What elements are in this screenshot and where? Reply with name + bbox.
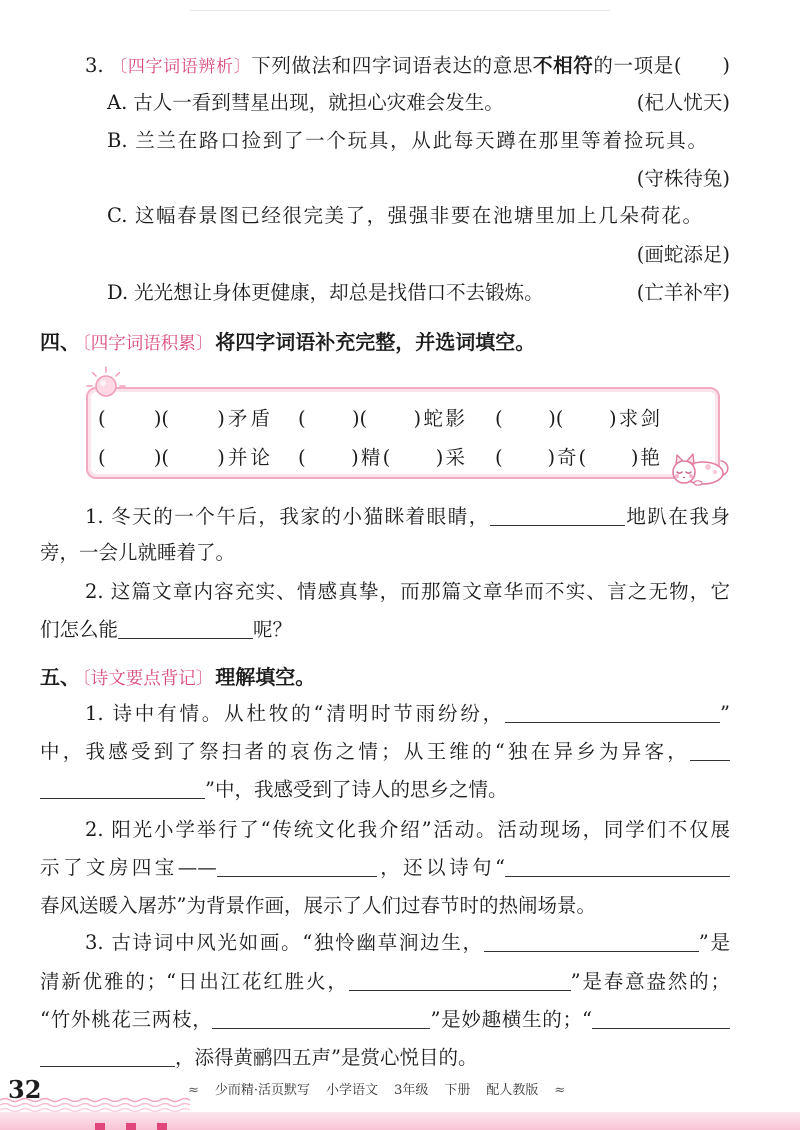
sentence-text: 旁，一会儿就睡着了。 (40, 541, 236, 564)
q5-item-2-line-2 (40, 853, 730, 883)
band-mark (157, 1123, 167, 1130)
section-number: 五、 (40, 665, 80, 689)
sentence-text: ，添得黄鹂四五声”是赏心悦目的。 (175, 1046, 478, 1069)
section-5-heading (40, 662, 315, 692)
q5-item-3-line-1 (85, 928, 730, 958)
answer-blank (40, 797, 205, 799)
q5-item-1-line-2 (40, 737, 730, 767)
sentence-text: ”是 (698, 931, 730, 954)
answer-blank (690, 759, 730, 761)
grade: 3年级 (394, 1083, 429, 1098)
option-idiom: (杞人忧天) (636, 91, 730, 114)
q3-option-b (107, 126, 707, 156)
option-label: D. (107, 281, 129, 304)
edition: 配人教版 (486, 1083, 539, 1098)
section-instruction: 理解填空。 (215, 665, 316, 689)
question-number: 3. (85, 931, 104, 954)
q5-item-1-line-3 (40, 775, 507, 805)
section-4-heading (40, 327, 535, 357)
q4-sentence-1 (85, 502, 730, 532)
q3-stem-tail: 的一项是( ) (593, 54, 730, 77)
option-a-statement (107, 88, 504, 118)
section-category-tag: 〔四字词语积累〕 (82, 334, 214, 354)
q4-sentence-1-cont (40, 538, 235, 568)
sentence-text: 中，我感受到了祭扫者的哀伤之情；从王维的“独在异乡为异客， (40, 740, 690, 763)
sentence-text: 清新优雅的；“日出江花红胜火， (40, 970, 349, 993)
idiom-fill-item: ( )精( )采 (298, 446, 465, 469)
question-number: 1. (85, 702, 104, 725)
band-mark (95, 1123, 105, 1130)
sentence-text: 这篇文章内容充实、情感真挚，而那篇文章华而不实、言之无物，它 (109, 580, 730, 603)
answer-blank (490, 524, 625, 526)
q5-item-3-line-3 (40, 1005, 730, 1035)
footer-wave-icon (0, 1096, 190, 1112)
answer-blank (118, 637, 253, 639)
answer-blank (212, 1027, 430, 1029)
sentence-text: ”是妙趣横生的；“ (430, 1008, 592, 1031)
option-idiom: (画蛇添足) (636, 243, 730, 266)
option-label: C. (107, 204, 128, 227)
wave-mark-icon: ≈ (188, 1083, 199, 1098)
answer-blank (484, 950, 699, 952)
section-category-tag: 〔诗文要点背记〕 (82, 669, 214, 689)
q3-number: 3. (85, 54, 104, 77)
option-d-statement (107, 278, 544, 308)
q5-item-3-line-4 (40, 1043, 477, 1073)
answer-blank (592, 1027, 730, 1029)
question-number: 2. (85, 818, 104, 841)
section-instruction: 将四字词语补充完整，并选词填空。 (215, 330, 536, 354)
sentence-text: 冬天的一个午后，我家的小猫眯着眼睛， (109, 505, 490, 528)
option-text: 古人一看到彗星出现，就担心灾难会发生。 (133, 91, 504, 114)
question-number: 1. (85, 505, 104, 528)
wave-mark-icon: ≈ (554, 1083, 566, 1098)
option-text: 光光想让身体更健康，却总是找借口不去锻炼。 (134, 281, 544, 304)
footer-book-info (188, 1082, 565, 1100)
q3-option-c (107, 201, 702, 231)
answer-blank (217, 875, 377, 877)
sentence-text: “竹外桃花三两枝， (40, 1008, 213, 1031)
sentence-text: 示了文房四宝—— (40, 856, 217, 879)
q4-sentence-2 (85, 577, 730, 607)
question-number: 2. (85, 580, 104, 603)
q3-option-a (107, 88, 730, 118)
option-label: A. (107, 91, 128, 114)
answer-blank (505, 721, 720, 723)
idiom-fill-item: ( )( )求剑 (495, 407, 660, 430)
q3-stem-emphasis: 不相符 (533, 54, 594, 77)
sentence-text: 地趴在我身 (624, 505, 730, 528)
sentence-text: ”是春意盎然的； (570, 970, 730, 993)
idiom-fill-item: ( )( )蛇影 (298, 407, 465, 430)
answer-blank (349, 989, 571, 991)
idiom-fill-item: ( )奇( )艳 (495, 446, 660, 469)
idiom-fill-item: ( )( )矛盾 (98, 407, 270, 430)
band-mark (126, 1123, 136, 1130)
sentence-text: 诗中有情。从杜牧的“清明时节雨纷纷， (109, 702, 506, 725)
q3-stem (85, 51, 730, 81)
page-number: 32 (8, 1075, 42, 1104)
option-idiom: (守株待兔) (636, 167, 730, 190)
q3-stem-text: 下列做法和四字词语表达的意思 (251, 54, 534, 77)
sun-icon (84, 364, 128, 400)
option-text: 兰兰在路口捡到了一个玩具，从此每天蹲在那里等着捡玩具。 (133, 129, 707, 152)
sleeping-cat-icon (668, 445, 732, 487)
sentence-text: 阳光小学举行了“传统文化我介绍”活动。活动现场，同学们不仅展 (109, 818, 730, 841)
sentence-text: 们怎么能 (40, 618, 119, 641)
sentence-text: ” (720, 702, 730, 725)
volume: 下册 (444, 1083, 471, 1098)
idiom-word-box (86, 387, 720, 479)
q5-item-2-line-1 (85, 815, 730, 845)
q5-item-3-line-2 (40, 967, 730, 997)
option-text: 这幅春景图已经很完美了，强强非要在池塘里加上几朵荷花。 (133, 204, 702, 227)
q3-option-d (107, 278, 730, 308)
answer-blank (505, 875, 730, 877)
sentence-text: ，还以诗句“ (376, 856, 505, 879)
idiom-fill-item: ( )( )并论 (98, 446, 270, 469)
q3-category-tag: 〔四字词语辨析〕 (109, 57, 252, 77)
q4-sentence-2-cont (40, 615, 292, 645)
option-label: B. (107, 129, 128, 152)
section-number: 四、 (40, 330, 80, 354)
subject: 小学语文 (326, 1083, 379, 1098)
bottom-decorative-band (0, 1112, 800, 1130)
sentence-text: 呢？ (253, 618, 293, 641)
sentence-text: 春风送暖入屠苏”为背景作画，展示了人们过春节时的热闹场景。 (40, 894, 596, 917)
answer-blank (40, 1065, 175, 1067)
q5-item-1-line-1 (85, 699, 730, 729)
option-idiom: (亡羊补牢) (636, 281, 730, 304)
series-name: 少而精·活页默写 (214, 1083, 311, 1098)
top-rule (190, 10, 610, 11)
sentence-text: 古诗词中风光如画。“独怜幽草涧边生， (109, 931, 484, 954)
sentence-text: ”中，我感受到了诗人的思乡之情。 (205, 778, 508, 801)
q5-item-2-line-3 (40, 891, 596, 921)
